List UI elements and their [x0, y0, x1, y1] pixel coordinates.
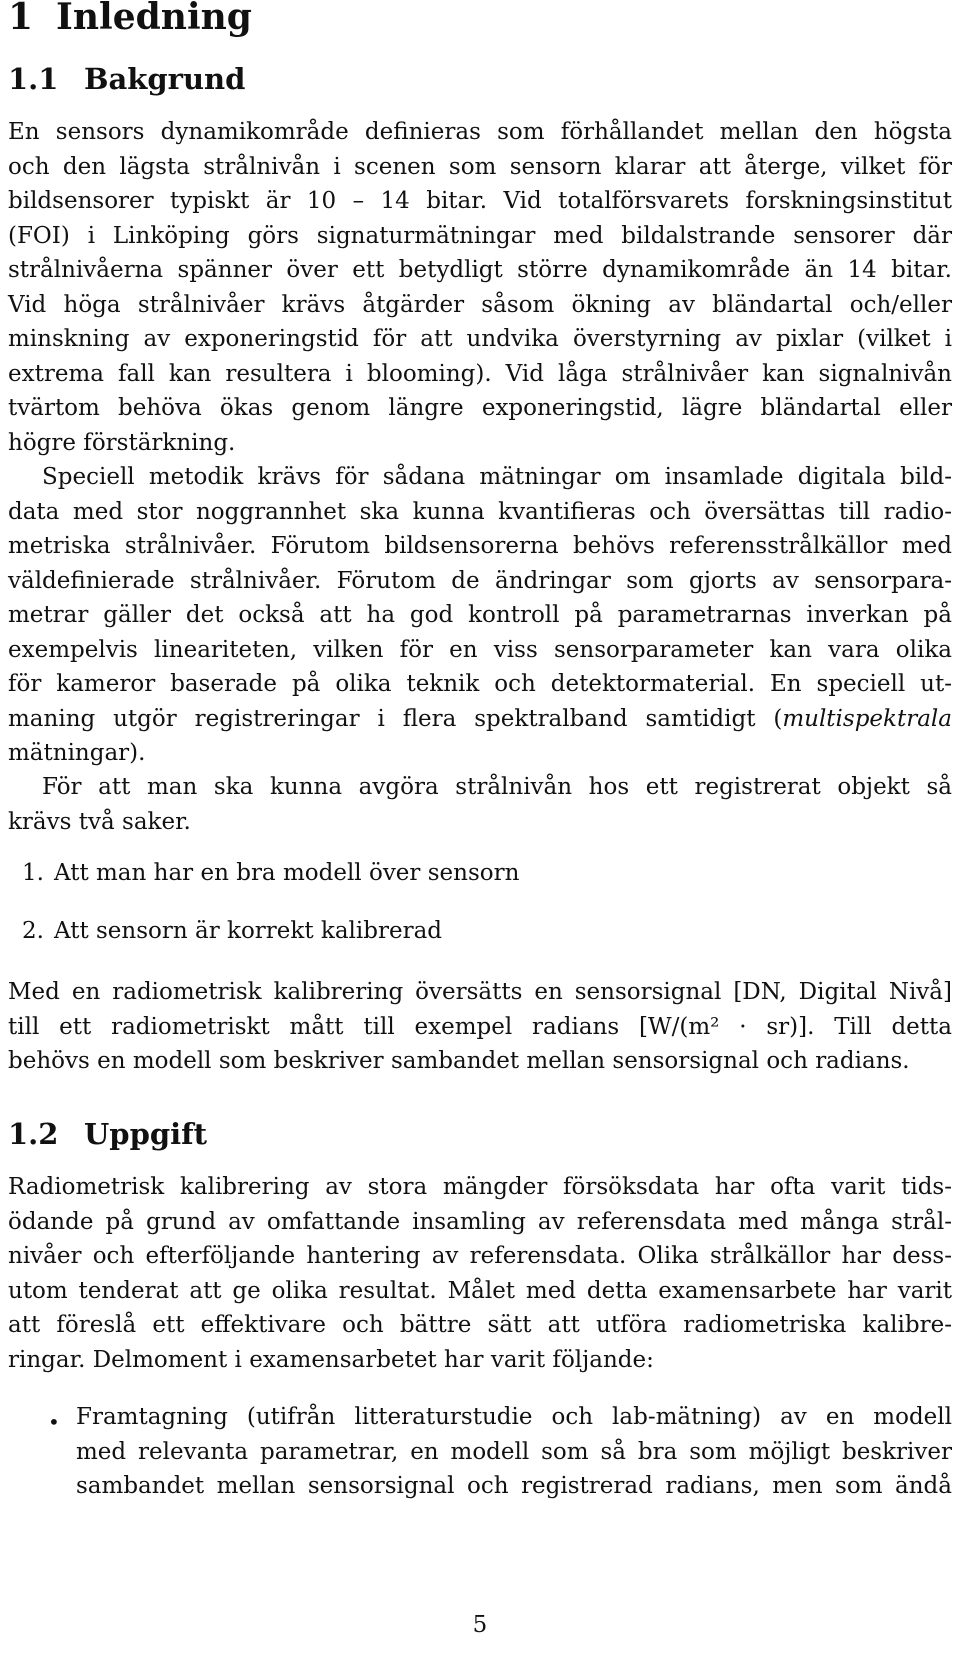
- section-title: Uppgift: [84, 1117, 208, 1151]
- bullet-marker: •: [48, 1410, 60, 1434]
- paragraph-metodik: [8, 460, 952, 771]
- text-line: En sensors dynamikområde definieras som förhållandet mellan den högsta: [8, 119, 952, 145]
- text-line: [8, 460, 952, 495]
- section-number: 1.1: [8, 62, 59, 96]
- chapter-number: 1: [8, 0, 34, 38]
- text-line: att föreslå ett effektivare och bättre sätt att utföra radiometriska kalibre-: [8, 1312, 952, 1338]
- text-line: metrar gäller det också att ha god kontroll på parametrarnas inverkan på: [8, 602, 952, 628]
- text-line: behövs en modell som beskriver sambandet mellan sensorsignal och radians.: [8, 1048, 910, 1074]
- paragraph-dynamikomrade: [8, 115, 952, 460]
- section-number: 1.2: [8, 1117, 59, 1151]
- text-line: ringar. Delmoment i examensarbetet har varit följande:: [8, 1346, 654, 1373]
- text-line: för kameror baserade på olika teknik och detektormaterial. En speciell ut-: [8, 671, 952, 697]
- chapter-title: Inledning: [56, 0, 252, 38]
- text-line: metriska strålnivåer. Förutom bildsensorerna behövs referensstrålkällor med: [8, 533, 952, 559]
- text-line: Med en radiometrisk kalibrering översätts en sensorsignal [DN, Digital Nivå]: [8, 979, 952, 1005]
- text-line: extrema fall kan resultera i blooming). Vid låga strålnivåer kan signalnivån: [8, 360, 952, 387]
- section-title: Bakgrund: [84, 62, 246, 96]
- text-line: (FOI) i Linköping görs signaturmätningar med bildalstrande sensorer där: [8, 222, 952, 249]
- list-item-text: Att man har en bra modell över sensorn: [54, 860, 520, 886]
- text-line: minskning av exponeringstid för att undvika överstyrning av pixlar (vilket i: [8, 326, 952, 352]
- text-line: Framtagning (utifrån litteraturstudie och lab-mätning) av en modell: [76, 1404, 952, 1430]
- text-line: tvärtom behöva ökas genom längre exponeringstid, lägre bländartal eller: [8, 395, 952, 421]
- text-line: utom tenderat att ge olika resultat. Målet med detta examensarbete har varit: [8, 1277, 952, 1304]
- text-line: väldefinierade strålnivåer. Förutom de ändringar som gjorts av sensorpara-: [8, 567, 952, 594]
- list-marker: 2.: [22, 918, 44, 944]
- paragraph-radiometrisk-kalibrering: [8, 975, 952, 1079]
- list-item-text: Att sensorn är korrekt kalibrerad: [54, 918, 443, 944]
- text-line: krävs två saker.: [8, 808, 191, 835]
- text-line: data med stor noggrannhet ska kunna kvantifieras och översättas till radio-: [8, 498, 952, 525]
- text-line-content: maning utgör registreringar i flera spektralband samtidigt (: [8, 705, 783, 732]
- text-line: till ett radiometriskt mått till exempel radians [W/(m² · sr)]. Till detta: [8, 1013, 952, 1040]
- text-line: nivåer och efterföljande hantering av referensdata. Olika strålkällor har dess-: [8, 1243, 952, 1269]
- text-line: sambandet mellan sensorsignal och registrerad radians, men som ändå: [76, 1473, 952, 1499]
- text-line: exempelvis lineariteten, vilken för en viss sensorparameter kan vara olika: [8, 636, 952, 663]
- paragraph-tva-saker: [8, 770, 952, 839]
- text-line-content: Speciell metodik krävs för sådana mätningar om insamlade digitala bild-: [42, 464, 952, 490]
- list-item: [8, 918, 442, 944]
- text-line: [8, 702, 952, 737]
- section-heading-uppgift: [8, 1117, 207, 1151]
- text-line: [8, 770, 952, 805]
- chapter-heading: [8, 0, 252, 38]
- text-line: Vid höga strålnivåer krävs åtgärder såsom ökning av bländartal och/eller: [8, 291, 952, 318]
- section-heading-bakgrund: [8, 62, 245, 96]
- text-line: Radiometrisk kalibrering av stora mängder försöksdata har ofta varit tids-: [8, 1174, 952, 1200]
- list-item: [8, 860, 519, 886]
- bullet-text: [76, 1400, 952, 1504]
- text-line: med relevanta parametrar, en modell som så bra som möjligt beskriver: [76, 1438, 952, 1465]
- page-number: 5: [472, 1612, 488, 1638]
- text-line: ödande på grund av omfattande insamling av referensdata med många strål-: [8, 1208, 952, 1235]
- document-page: [8, 0, 952, 1660]
- list-marker: 1.: [22, 860, 44, 886]
- text-line: mätningar).: [8, 740, 146, 766]
- text-line: högre förstärkning.: [8, 429, 236, 456]
- italic-term: multispektrala: [782, 705, 952, 732]
- text-line-content: För att man ska kunna avgöra strålnivån hos ett registrerat objekt så: [42, 774, 952, 800]
- text-line: och den lägsta strålnivån i scenen som sensorn klarar att återge, vilket för: [8, 153, 952, 180]
- text-line: strålnivåerna spänner över ett betydligt större dynamikområde än 14 bitar.: [8, 257, 952, 283]
- text-line: bildsensorer typiskt är 10 – 14 bitar. Vid totalförsvarets forskningsinstitut: [8, 188, 952, 214]
- paragraph-uppgift: [8, 1170, 952, 1377]
